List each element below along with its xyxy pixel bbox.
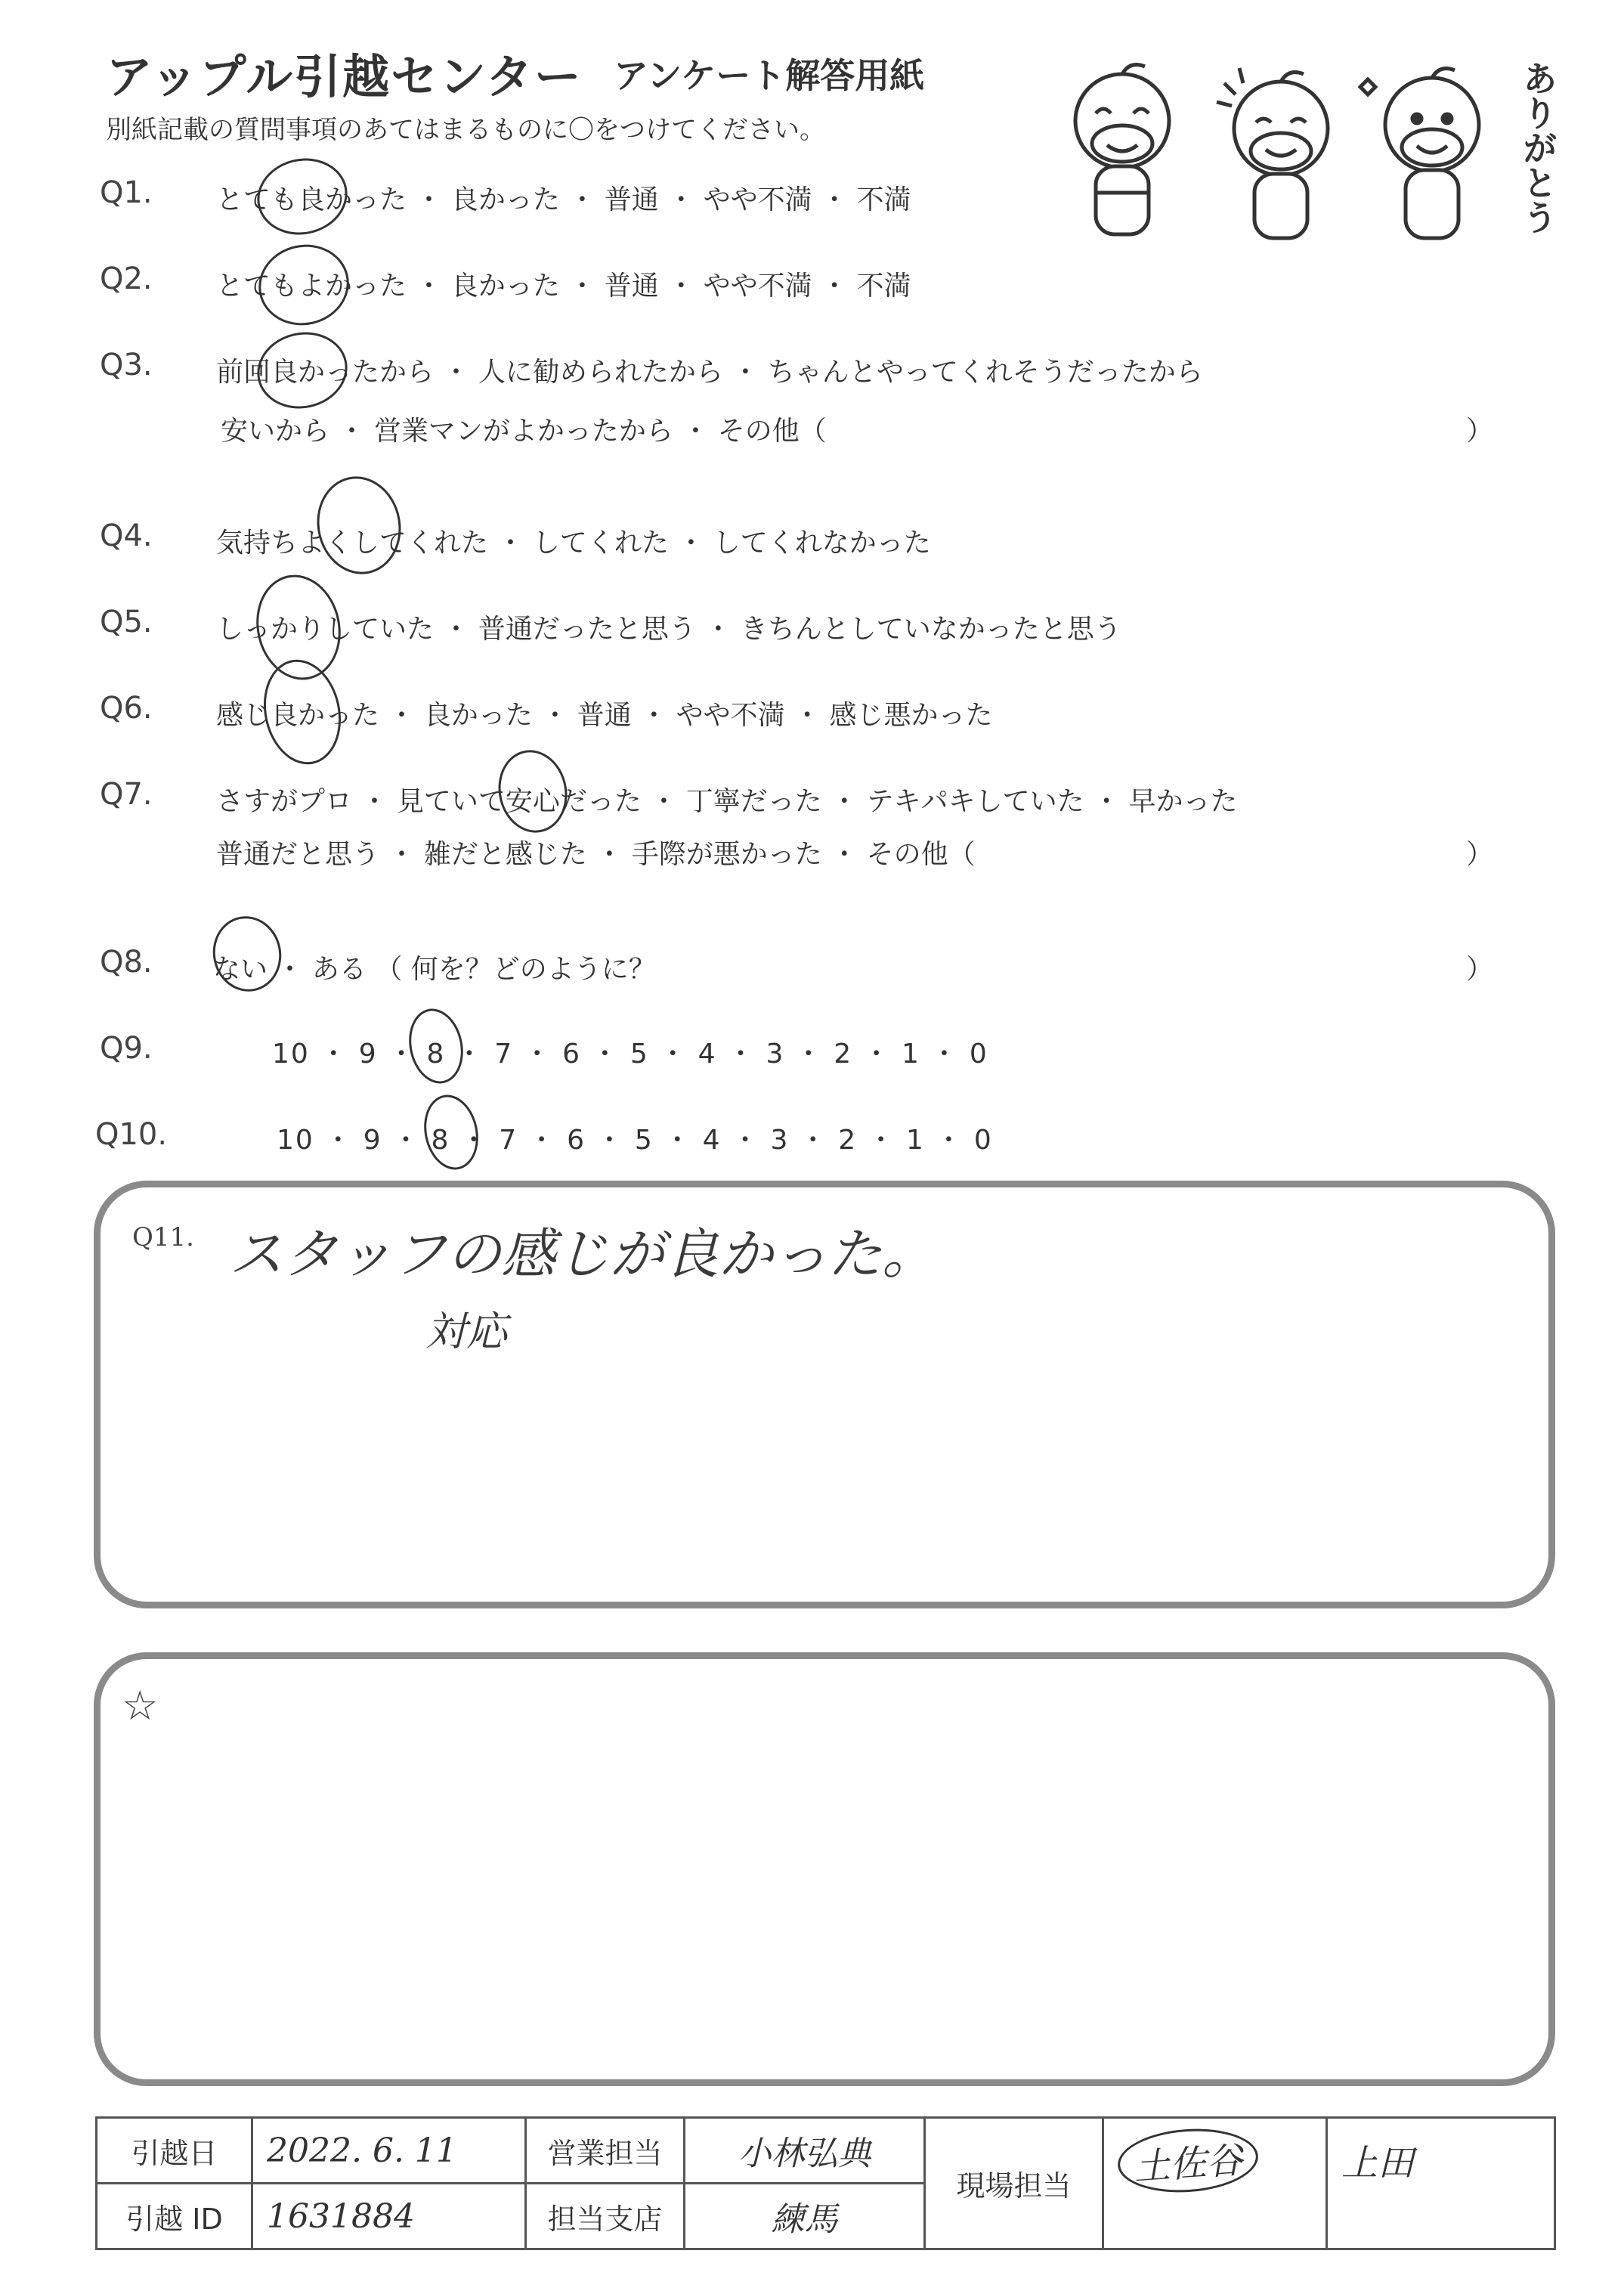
company-name: アップル引越センター (106, 49, 583, 104)
q11-handwritten-note: 対応 (425, 1308, 507, 1355)
site-value-2: 上田 (1327, 2118, 1555, 2249)
site-stamp: 土佐谷 (1115, 2125, 1260, 2197)
q3-label: Q3. (100, 348, 153, 382)
branch-label: 担当支店 (526, 2184, 685, 2249)
sales-value: 小林弘典 (685, 2118, 925, 2184)
q8-paren-close: ） (1466, 954, 1494, 985)
q11-handwritten-comment: スタッフの感じが良かった。 (229, 1222, 937, 1286)
q6-label: Q6. (100, 691, 153, 726)
q5-label: Q5. (100, 605, 153, 639)
q11-comment-box (94, 1181, 1555, 1608)
footer-info-table (95, 2116, 1556, 2250)
branch-value: 練馬 (685, 2184, 925, 2249)
q6-options: 感じ良かった ・ 良かった ・ 普通 ・ やや不満 ・ 感じ悪かった (216, 700, 993, 731)
q3-options-line2: 安いから ・ 営業マンがよかったから ・ その他（ (221, 416, 827, 447)
q7-label: Q7. (100, 777, 153, 812)
q5-options: しっかりしていた ・ 普通だったと思う ・ きちんとしていなかったと思う (216, 614, 1121, 645)
instructions: 別紙記載の質問事項のあてはまるものに〇をつけてください。 (106, 115, 825, 145)
move-id-value: 1631884 (252, 2184, 526, 2249)
q10-answer-circle (417, 1090, 484, 1175)
q7-options-line1: さすがプロ ・ 見ていて安心だった ・ 丁寧だった ・ テキパキしていた ・ 早かった (216, 786, 1238, 817)
q1-answer-circle (250, 150, 354, 243)
q3-options-line1: 前回良かったから ・ 人に勧められたから ・ ちゃんとやってくれそうだったから (216, 357, 1203, 388)
site-value-1 (1103, 2118, 1327, 2249)
star-comment-box (94, 1652, 1555, 2086)
q7-paren-close: ） (1466, 839, 1494, 870)
move-date-label: 引越日 (97, 2118, 252, 2184)
q2-label: Q2. (100, 262, 153, 296)
thanks-text: ありがとう (1517, 60, 1558, 234)
q8-options: ない ・ ある （ 何を？どのように？ (213, 954, 656, 985)
q9-label: Q9. (100, 1031, 153, 1066)
sales-label: 営業担当 (526, 2118, 685, 2184)
q4-answer-circle (308, 469, 410, 582)
q11-label: Q11. (132, 1222, 194, 1252)
q7-answer-circle (491, 744, 575, 839)
q8-label: Q8. (100, 945, 153, 980)
move-id-label: 引越 ID (97, 2184, 252, 2249)
monkey-mascot-icon (1020, 45, 1527, 242)
q10-label: Q10. (95, 1117, 168, 1152)
q2-options: とてもよかった ・ 良かった ・ 普通 ・ やや不満 ・ 不満 (216, 271, 911, 302)
q1-label: Q1. (100, 175, 153, 210)
q1-options: とても良かった ・ 良かった ・ 普通 ・ やや不満 ・ 不満 (216, 184, 911, 215)
q10-scale: 10 ・ 9 ・ 8 ・ 7 ・ 6 ・ 5 ・ 4 ・ 3 ・ 2 ・ 1 ・ 0 (277, 1125, 993, 1156)
q6-answer-circle (255, 652, 351, 772)
q2-answer-circle (251, 237, 356, 334)
q9-answer-circle (402, 1004, 469, 1088)
form-title: アンケート解答用紙 (614, 55, 925, 96)
star-icon: ☆ (122, 1682, 159, 1729)
q7-options-line2: 普通だと思う ・ 雑だと感じた ・ 手際が悪かった ・ その他（ (216, 839, 976, 870)
move-date-value: 2022. 6. 11 (252, 2118, 526, 2184)
q3-paren-close: ） (1466, 416, 1494, 447)
q4-label: Q4. (100, 519, 153, 553)
site-label: 現場担当 (925, 2118, 1103, 2249)
q3-answer-circle (250, 324, 354, 417)
q4-options: 気持ちよくしてくれた ・ してくれた ・ してくれなかった (216, 528, 931, 559)
q9-scale: 10 ・ 9 ・ 8 ・ 7 ・ 6 ・ 5 ・ 4 ・ 3 ・ 2 ・ 1 ・ 0 (272, 1039, 988, 1070)
